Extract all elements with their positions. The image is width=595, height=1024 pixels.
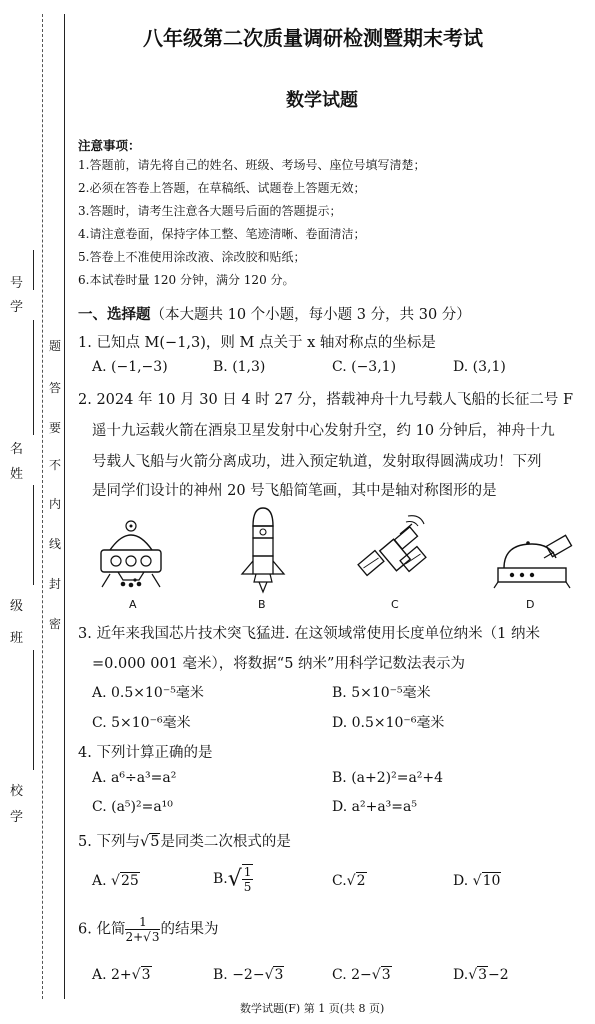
note-item: 4.请注意卷面，保持字体工整、笔迹清晰、卷面清洁； (78, 227, 366, 241)
seal-char: 内 (49, 497, 62, 511)
margin-field-char: 姓 (10, 467, 24, 482)
q3-line: =0.000 001 毫米），将数据“5 纳米”用科学记数法表示为 (92, 656, 465, 672)
q2-line: 2. 2024 年 10 月 30 日 4 时 27 分，搭载神舟十九号载人飞船的长征二号 F (78, 392, 574, 408)
q1-stem: 1. 已知点 M(−1,3)，则 M 点关于 x 轴对称点的坐标是 (78, 335, 436, 351)
page-footer: 数学试题(F) 第 1 页(共 8 页) (240, 1002, 385, 1015)
figure-a-label: A (129, 598, 137, 611)
student-number-blank[interactable] (33, 250, 34, 290)
figure-a-spacecraft[interactable] (96, 512, 166, 594)
figure-b-label: B (258, 598, 266, 611)
q5-stem: 5. 下列与√5是同类二次根式的是 (78, 834, 291, 850)
seal-char: 答 (49, 381, 62, 395)
q4-option-b[interactable]: B. (a+2)²=a²+4 (332, 770, 444, 786)
q2-line: 是同学们设计的神州 20 号飞船简笔画，其中是轴对称图形的是 (92, 483, 497, 499)
q5-option-c[interactable]: C.√2 (332, 873, 366, 889)
seal-char: 题 (49, 339, 62, 353)
q5-option-d[interactable]: D. √10 (453, 873, 501, 889)
q3-line: 3. 近年来我国芯片技术突飞猛进. 在这领域常使用长度单位纳米（1 纳米 (78, 626, 540, 642)
notes-heading: 注意事项： (78, 138, 141, 153)
school-blank[interactable] (33, 650, 34, 770)
note-item: 3.答题时，请考生注意各大题号后面的答题提示； (78, 204, 342, 218)
margin-field-char: 班 (10, 631, 24, 646)
note-item: 2.必须在答卷上答题，在草稿纸、试题卷上答题无效； (78, 181, 366, 195)
q1-option-a[interactable]: A. (−1,−3) (92, 359, 168, 375)
q1-option-d[interactable]: D. (3,1) (453, 359, 506, 375)
q6-option-c[interactable]: C. 2−√3 (332, 967, 391, 983)
q6-option-a[interactable]: A. 2+√3 (92, 967, 151, 983)
note-item: 1.答题前，请先将自己的姓名、班级、考场号、座位号填写清楚； (78, 158, 426, 172)
seal-char: 要 (49, 421, 62, 435)
binding-dashed-line (42, 14, 43, 999)
q4-option-c[interactable]: C. (a⁵)²=a¹⁰ (92, 799, 173, 815)
figure-d-observatory[interactable] (492, 530, 576, 596)
figure-b-rocket[interactable] (238, 506, 288, 596)
q1-option-c[interactable]: C. (−3,1) (332, 359, 397, 375)
margin-field-char: 学 (10, 300, 24, 315)
margin-field-char: 学 (10, 810, 24, 825)
q6-option-b[interactable]: B. −2−√3 (213, 967, 284, 983)
q5-option-b[interactable]: B.√ $\frac{1}{5}$ (213, 865, 252, 894)
margin-field-char: 级 (10, 599, 24, 614)
margin-field-char: 名 (10, 442, 24, 457)
seal-char: 线 (49, 537, 62, 551)
margin-field-char: 校 (10, 784, 24, 799)
binding-solid-line (64, 14, 65, 999)
note-item: 5.答卷上不准使用涂改液、涂改胶和贴纸； (78, 250, 306, 264)
q4-stem: 4. 下列计算正确的是 (78, 745, 213, 761)
q3-option-c[interactable]: C. 5×10⁻⁶毫米 (92, 715, 191, 731)
note-item: 6.本试卷时量 120 分钟，满分 120 分。 (78, 273, 295, 287)
q6-stem: 6. 化简 $\frac{1}{2+√3}$ 的结果为 (78, 915, 219, 944)
q2-line: 遥十九运载火箭在酒泉卫星发射中心发射升空，约 10 分钟后，神舟十九 (92, 423, 555, 439)
q5-option-a[interactable]: A. √25 (92, 873, 139, 889)
figure-d-label: D (526, 598, 535, 611)
class-blank[interactable] (33, 485, 34, 585)
subject-title: 数学试题 (286, 90, 358, 111)
seal-char: 密 (49, 617, 62, 631)
margin-field-char: 号 (10, 276, 24, 291)
figure-c-label: C (391, 598, 399, 611)
q2-line: 号载人飞船与火箭分离成功，进入预定轨道，发射取得圆满成功！下列 (92, 454, 542, 470)
seal-char: 不 (49, 458, 62, 472)
q3-option-d[interactable]: D. 0.5×10⁻⁶毫米 (332, 715, 445, 731)
name-blank[interactable] (33, 320, 34, 435)
q3-option-b[interactable]: B. 5×10⁻⁵毫米 (332, 685, 431, 701)
q6-option-d[interactable]: D.√3−2 (453, 967, 509, 983)
q4-option-d[interactable]: D. a²+a³=a⁵ (332, 799, 417, 815)
q1-option-b[interactable]: B. (1,3) (213, 359, 266, 375)
q3-option-a[interactable]: A. 0.5×10⁻⁵毫米 (92, 685, 204, 701)
exam-title: 八年级第二次质量调研检测暨期末考试 (143, 26, 483, 50)
figure-c-satellite[interactable] (356, 512, 436, 596)
seal-char: 封 (49, 577, 62, 591)
q4-option-a[interactable]: A. a⁶÷a³=a² (92, 770, 177, 786)
section-heading: 一、选择题 (78, 307, 151, 323)
section-info: （本大题共 10 个小题，每小题 3 分，共 30 分） (150, 307, 471, 323)
